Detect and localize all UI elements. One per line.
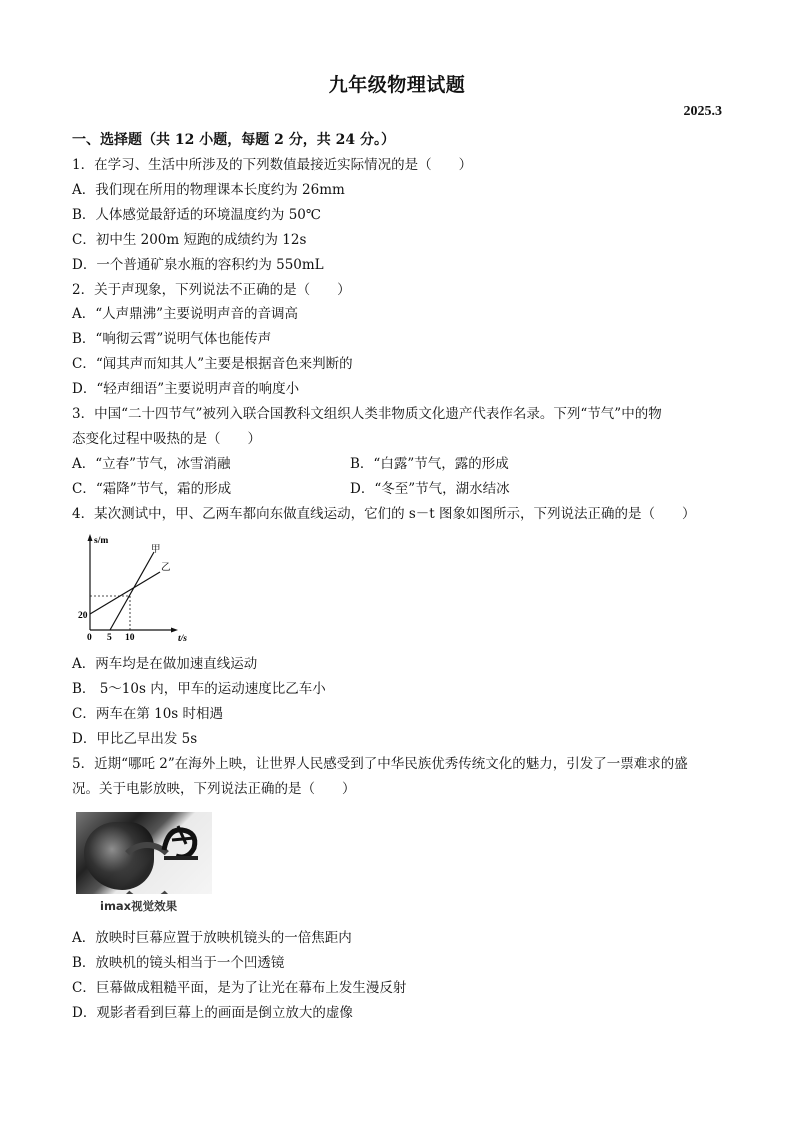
q4-option-d: D．甲比乙早出发 5s: [72, 731, 198, 747]
q4-option-a: A．两车均是在做加速直线运动: [72, 656, 258, 672]
x-axis-arrow: [171, 628, 178, 633]
q3-option-b: B．“白露”节气，露的形成: [350, 456, 509, 472]
page-title: 九年级物理试题: [328, 74, 466, 96]
q1-option-d: D．一个普通矿泉水瓶的容积约为 550mL: [72, 257, 324, 273]
y-axis-label: s/m: [94, 536, 109, 546]
line-yi: [90, 572, 160, 614]
q2-option-b: B．“响彻云霄”说明气体也能传声: [72, 331, 272, 347]
q2-option-a: A．“人声鼎沸”主要说明声音的音调高: [72, 306, 299, 322]
movie-still-image: [76, 812, 212, 894]
x-tick-5: 5: [107, 633, 112, 643]
x-tick-10: 10: [125, 633, 135, 643]
q2-option-d: D．“轻声细语”主要说明声音的响度小: [72, 381, 300, 397]
q5-option-a: A．放映时巨幕应置于放映机镜头的一倍焦距内: [72, 930, 352, 946]
q5-stem-line2: 况。关于电影放映，下列说法正确的是（ ）: [72, 781, 356, 797]
x-tick-0: 0: [87, 633, 92, 643]
q3-stem-line2: 态变化过程中吸热的是（ ）: [72, 431, 261, 447]
q4-option-c: C．两车在第 10s 时相遇: [72, 706, 224, 722]
label-yi: 乙: [161, 562, 171, 573]
line-jia: [110, 552, 154, 630]
label-jia: 甲: [151, 544, 161, 555]
q5-option-d: D．观影者看到巨幕上的画面是倒立放大的虚像: [72, 1005, 353, 1021]
y-axis-arrow: [88, 534, 93, 541]
q2-option-c: C．“闻其声而知其人”主要是根据音色来判断的: [72, 356, 353, 372]
q1-option-c: C．初中生 200m 短跑的成绩约为 12s: [72, 232, 307, 248]
q3-option-a: A．“立春”节气，冰雪消融: [72, 456, 231, 472]
q5-option-b: B．放映机的镜头相当于一个凹透镜: [72, 955, 285, 971]
image-caption: imax视觉效果: [100, 899, 178, 913]
q1-stem: 1．在学习、生活中所涉及的下列数值最接近实际情况的是（ ）: [72, 157, 473, 173]
q2-stem: 2．关于声现象，下列说法不正确的是（ ）: [72, 282, 351, 298]
exam-date: 2025.3: [683, 104, 722, 119]
q1-option-a: A．我们现在所用的物理课本长度约为 26mm: [72, 182, 345, 198]
q5-option-c: C．巨幕做成粗糙平面，是为了让光在幕布上发生漫反射: [72, 980, 407, 996]
st-graph: [78, 532, 198, 644]
x-axis-label: t/s: [178, 634, 187, 644]
q4-stem: 4．某次测试中，甲、乙两车都向东做直线运动，它们的 s－t 图象如图所示，下列说法正确的是（ ）: [72, 506, 696, 522]
movie-logo-icon: [158, 820, 206, 866]
q3-option-d: D．“冬至”节气，湖水结冰: [350, 481, 510, 497]
section-heading: 一、选择题（共 12 小题，每题 2 分，共 24 分。）: [72, 132, 395, 148]
q5-stem-line1: 5．近期“哪吒 2”在海外上映，让世界人民感受到了中华民族优秀传统文化的魅力，引发了一票难求的盛: [72, 756, 688, 772]
q4-option-b: B． 5～10s 内，甲车的运动速度比乙车小: [72, 681, 326, 697]
q1-option-b: B．人体感觉最舒适的环境温度约为 50℃: [72, 207, 321, 223]
q3-stem-line1: 3．中国“二十四节气”被列入联合国教科文组织人类非物质文化遗产代表作名录。下列“节气”中的物: [72, 406, 662, 422]
q3-option-c: C．“霜降”节气，霜的形成: [72, 481, 232, 497]
y-tick-20: 20: [78, 611, 88, 621]
